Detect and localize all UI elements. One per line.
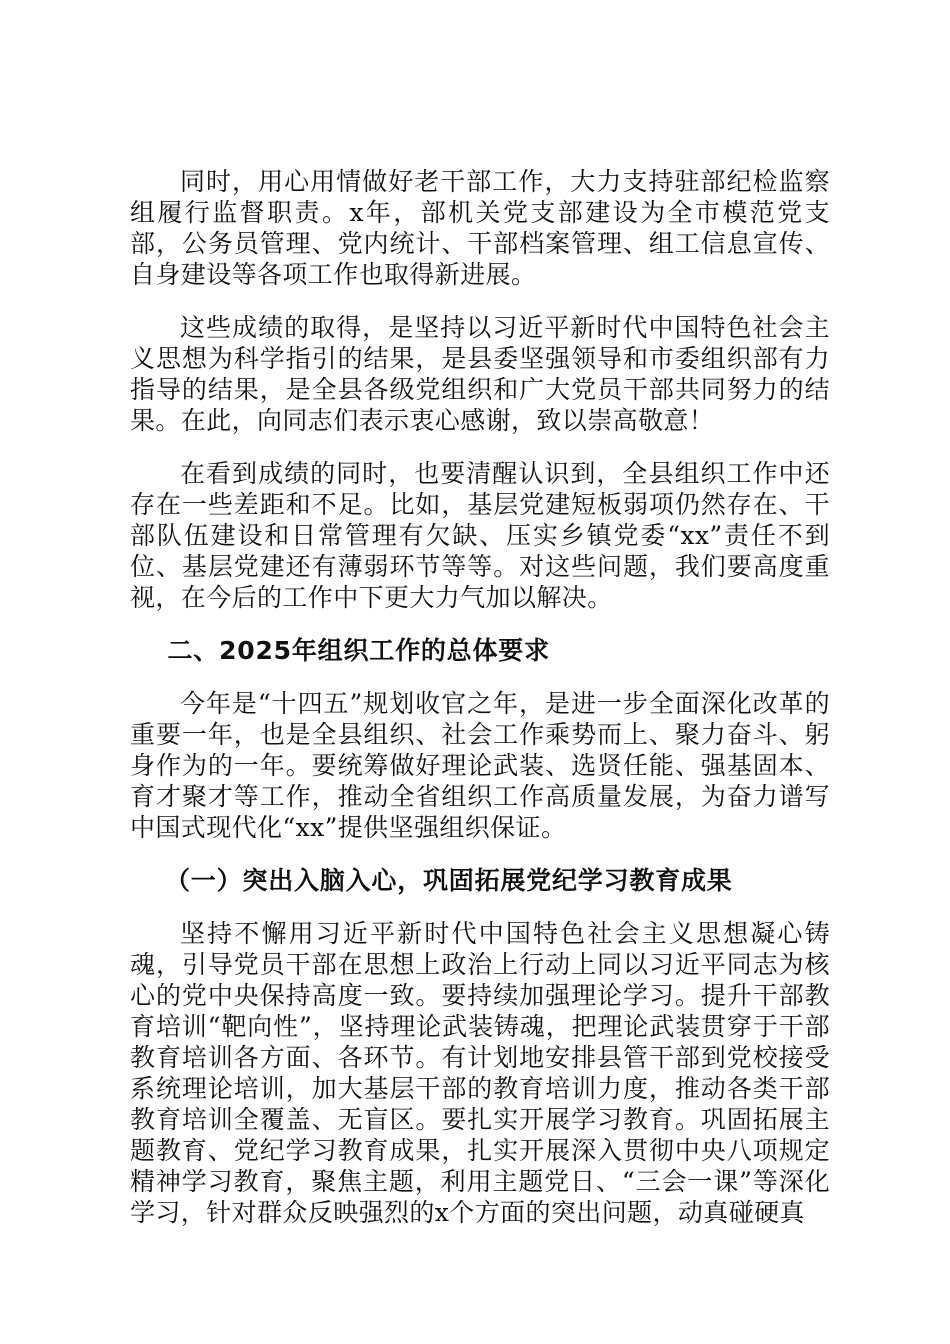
paragraph-old-cadre-work: 同时，用心用情做好老干部工作，大力支持驻部纪检监察组履行监督职责。x年，部机关党支部建设为全市模范党支部，公务员管理、党内统计、干部档案管理、组工信息宣传、自身建设等各项工作也取得新进展。 [130, 167, 830, 289]
paragraph-achievements: 这些成绩的取得，是坚持以习近平新时代中国特色社会主义思想为科学指引的结果，是县委坚强领导和市委组织部有力指导的结果，是全县各级党组织和广大党员干部共同努力的结果。在此，向同志们表示衷心感谢，致以崇高敬意！ [130, 313, 830, 435]
subsection-heading-1: （一）突出入脑入心，巩固拓展党纪学习教育成果 [165, 866, 733, 895]
section-heading-2025-requirements: 二、2025年组织工作的总体要求 [167, 636, 550, 665]
paragraph-theory-study: 坚持不懈用习近平新时代中国特色社会主义思想凝心铸魂，引导党员干部在思想上政治上行动上同以习近平同志为核心的党中央保持高度一致。要持续加强理论学习。提升干部教育培训“靶向性”，坚持理论武装铸魂，把理论武装贯穿于干部教育培训各方面、各环节。有计划地安排县管干部到党校接受系统理论培训，加大基层干部的教育培训力度，推动各类干部教育培训全覆盖、无盲区。要扎实开展学习教育。巩固拓展主题教育、党纪学习教育成果，扎实开展深入贯彻中央八项规定精神学习教育，聚焦主题，利用主题党日、“三会一课”等深化学习，针对群众反映强烈的x个方面的突出问题，动真碰硬真 [130, 919, 830, 1227]
paragraph-shortcomings: 在看到成绩的同时，也要清醒认识到，全县组织工作中还存在一些差距和不足。比如，基层党建短板弱项仍然存在、干部队伍建设和日常管理有欠缺、压实乡镇党委“xx”责任不到位、基层党建还有薄弱环节等等。对这些问题，我们要高度重视，在今后的工作中下更大力气加以解决。 [130, 459, 830, 612]
paragraph-2025-overview: 今年是“十四五”规划收官之年，是进一步全面深化改革的重要一年，也是全县组织、社会工作乘势而上、聚力奋斗、躬身作为的一年。要统筹做好理论武装、选贤任能、强基固本、育才聚才等工作，推动全省组织工作高质量发展，为奋力谱写中国式现代化“xx”提供坚强组织保证。 [130, 689, 830, 842]
document-body [130, 166, 830, 1250]
